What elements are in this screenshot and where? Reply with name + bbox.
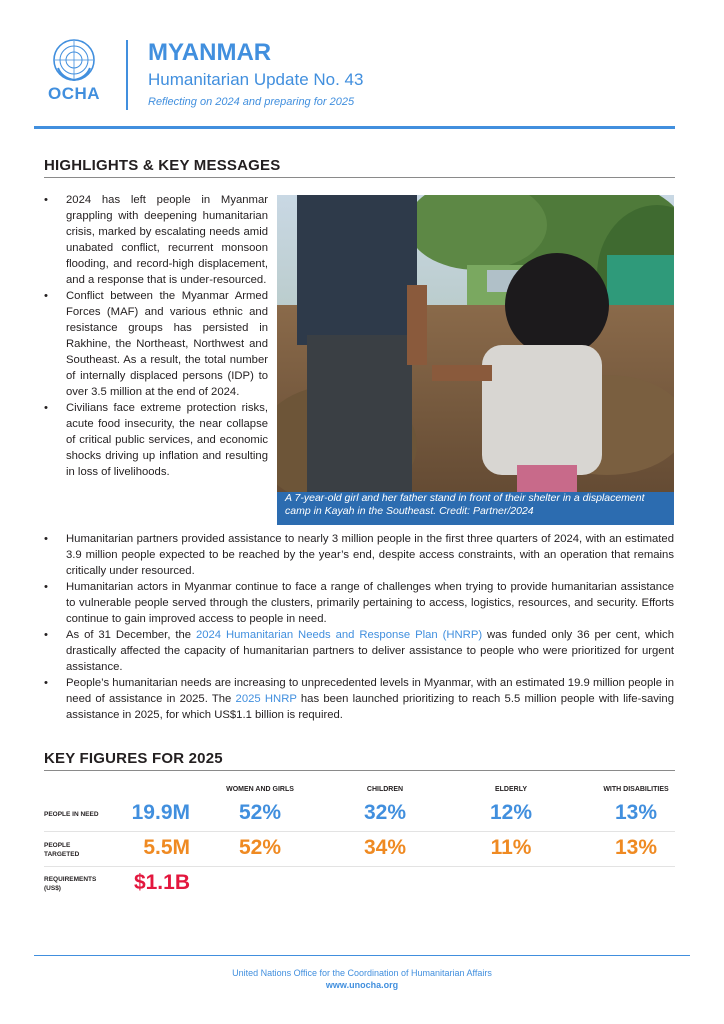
highlights-heading: HIGHLIGHTS & KEY MESSAGES — [44, 157, 281, 174]
photo-image — [277, 195, 674, 525]
pin-women-girls: 52% — [238, 801, 282, 824]
pt-elderly: 11% — [490, 836, 532, 859]
highlights-list-wide — [44, 531, 674, 723]
col-header-elderly: ELDERLY — [494, 786, 528, 793]
list-item — [44, 627, 674, 675]
list-item: • Civilians face extreme protection risks, acute food insecurity, the near collapse of critical public services, and economic shocks driving up inflation and resulting in loss of livelihoods. — [44, 400, 268, 480]
photo-father-daughter — [277, 195, 674, 525]
list-item: • 2024 has left people in Myanmar grappling with deepening humanitarian crisis, marked by escalating needs amid unabated conflict, recurrent monsoon flooding, and record-high displacement, and a response that is under-resourced. — [44, 192, 268, 288]
col-header-children: CHILDREN — [366, 786, 404, 793]
people-targeted-total: 5.5M — [143, 836, 190, 859]
footer-org: United Nations Office for the Coordination of Humanitarian Affairs — [232, 968, 492, 978]
list-item-text: People’s humanitarian needs are increasing to unprecedented levels in Myanmar, with an estimated 19.9 million people in need of assistance in 2025. The — [66, 677, 674, 705]
key-figures-heading: KEY FIGURES FOR 2025 — [44, 750, 223, 767]
key-figures-rule — [44, 770, 675, 771]
row-label-requirements: REQUIREMENTS (US$) — [44, 876, 97, 892]
pt-children: 34% — [363, 836, 407, 859]
photo-caption: A 7-year-old girl and her father stand in front of their shelter in a displacement camp in Kayah in the Southeast. Credit: Partner/2024 — [277, 492, 674, 525]
col-header-disabilities: WITH DISABILITIES — [603, 786, 669, 793]
footer-rule — [34, 955, 690, 956]
pin-children: 32% — [363, 801, 407, 824]
list-item-text: was funded only 36 per cent, which drastically affected the capacity of humanitarian partners to deliver assistance to people who were prioritized for urgent assistance. — [66, 629, 674, 673]
row-separator — [44, 831, 675, 832]
highlights-rule — [44, 177, 675, 178]
requirements-total: $1.1B — [133, 871, 190, 894]
update-title: Humanitarian Update No. 43 — [148, 70, 364, 89]
header-rule — [34, 126, 675, 129]
hnrp-2024-link[interactable]: 2024 Humanitarian Needs and Response Plan (HNRP) — [195, 629, 483, 641]
people-in-need-total: 19.9M — [131, 801, 190, 824]
subtitle: Reflecting on 2024 and preparing for 2025 — [148, 96, 355, 108]
pin-disabilities: 13% — [614, 801, 658, 824]
pin-elderly: 12% — [489, 801, 533, 824]
list-item: • Humanitarian partners provided assistance to nearly 3 million people in the first three quarters of 2024, with an estimated 3.9 million people expected to be reached by the year’s end, despite access constraints, with an operation that remains critically under resourced. — [44, 531, 674, 579]
pt-disabilities: 13% — [614, 836, 658, 859]
un-emblem-icon — [52, 38, 96, 82]
list-item-text: has been launched prioritizing to reach 5.5 million people with life-saving assistance in 2025, for which US$1.1 billion is required. — [66, 693, 674, 721]
list-item — [44, 675, 674, 723]
list-item: • Conflict between the Myanmar Armed Forces (MAF) and various ethnic and resistance groups has persisted in Rakhine, the Northeast, Northwest and Southeast. As a result, the total number of internally displaced persons (IDP) to over 3.5 million at the end of 2024. — [44, 288, 268, 400]
row-label-people-targeted: PEOPLE TARGETED — [44, 842, 80, 858]
highlights-list-narrow — [44, 192, 268, 480]
col-header-women-girls: WOMEN AND GIRLS — [226, 786, 294, 793]
list-item-text: As of 31 December, the — [66, 629, 196, 641]
row-separator — [44, 866, 675, 867]
list-item-text: Humanitarian actors in Myanmar continue to face a range of challenges when trying to provide humanitarian assistance to vulnerable people served through the clusters, primarily pertaining to access, logistics, resources, and security. Efforts continue to gain improved access to people in need. — [66, 581, 674, 625]
header-divider — [126, 40, 128, 110]
row-label-people-in-need: PEOPLE IN NEED — [44, 811, 99, 818]
list-item — [44, 579, 674, 627]
footer-url[interactable]: www.unocha.org — [325, 980, 399, 990]
page-title: MYANMAR — [148, 39, 272, 66]
ocha-logo — [43, 38, 105, 104]
pt-women-girls: 52% — [238, 836, 282, 859]
logo-text: OCHA — [47, 84, 101, 103]
hnrp-2025-link[interactable]: 2025 HNRP — [235, 693, 297, 705]
